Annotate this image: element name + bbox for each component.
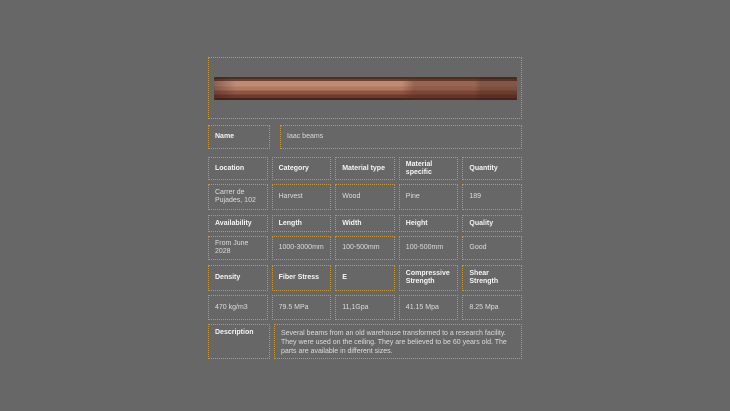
spec-value-availability: From June 2028 <box>208 236 268 260</box>
spec-value-e-modulus: 11,1Gpa <box>335 295 395 320</box>
description-value: Several beams from an old warehouse transformed to a research facility. They were used on the ceiling. They are believed to be 60 years old. The parts are available in different sizes. <box>274 324 522 359</box>
spec-row2-values <box>208 236 522 260</box>
spec-value-density: 470 kg/m3 <box>208 295 268 320</box>
spec-header-shear-strength: Shear Strength <box>462 265 522 291</box>
description-row <box>208 324 522 359</box>
spec-row3-headers <box>208 265 522 291</box>
spec-header-material-specific: Material specific <box>399 157 459 180</box>
spec-header-compressive-strength: Compressive Strength <box>399 265 459 291</box>
spec-value-quantity: 189 <box>462 184 522 210</box>
spec-value-material-type: Wood <box>335 184 395 210</box>
name-value: Iaac beams <box>280 125 522 149</box>
spec-value-shear-strength: 8.25 Mpa <box>462 295 522 320</box>
spec-header-density: Density <box>208 265 268 291</box>
spec-value-location: Carrer de Pujades, 102 <box>208 184 268 210</box>
spec-row3-values <box>208 295 522 320</box>
spec-value-length: 1000-3000mm <box>272 236 332 260</box>
spec-value-width: 100-500mm <box>335 236 395 260</box>
wooden-beam-photo <box>214 77 517 100</box>
photo-cell <box>208 57 522 119</box>
spec-header-e-modulus: E <box>335 265 395 291</box>
spec-header-quantity: Quantity <box>462 157 522 180</box>
name-label: Name <box>208 125 270 149</box>
spec-value-material-specific: Pine <box>399 184 459 210</box>
spec-value-fiber-stress: 79.5 MPa <box>272 295 332 320</box>
spec-header-length: Length <box>272 215 332 232</box>
spec-header-availability: Availability <box>208 215 268 232</box>
spec-header-quality: Quality <box>462 215 522 232</box>
spec-row1-values <box>208 184 522 210</box>
spec-header-width: Width <box>335 215 395 232</box>
spec-row1-headers <box>208 157 522 180</box>
description-label: Description <box>208 324 270 359</box>
spec-header-location: Location <box>208 157 268 180</box>
material-spec-card <box>208 57 522 359</box>
name-row <box>208 125 522 149</box>
spec-value-compressive-strength: 41.15 Mpa <box>399 295 459 320</box>
spec-row2-headers <box>208 215 522 232</box>
spec-header-fiber-stress: Fiber Stress <box>272 265 332 291</box>
spec-header-material-type: Material type <box>335 157 395 180</box>
spec-value-quality: Good <box>462 236 522 260</box>
spec-header-category: Category <box>272 157 332 180</box>
spec-header-height: Height <box>399 215 459 232</box>
spec-value-category: Harvest <box>272 184 332 210</box>
spec-value-height: 100-500mm <box>399 236 459 260</box>
